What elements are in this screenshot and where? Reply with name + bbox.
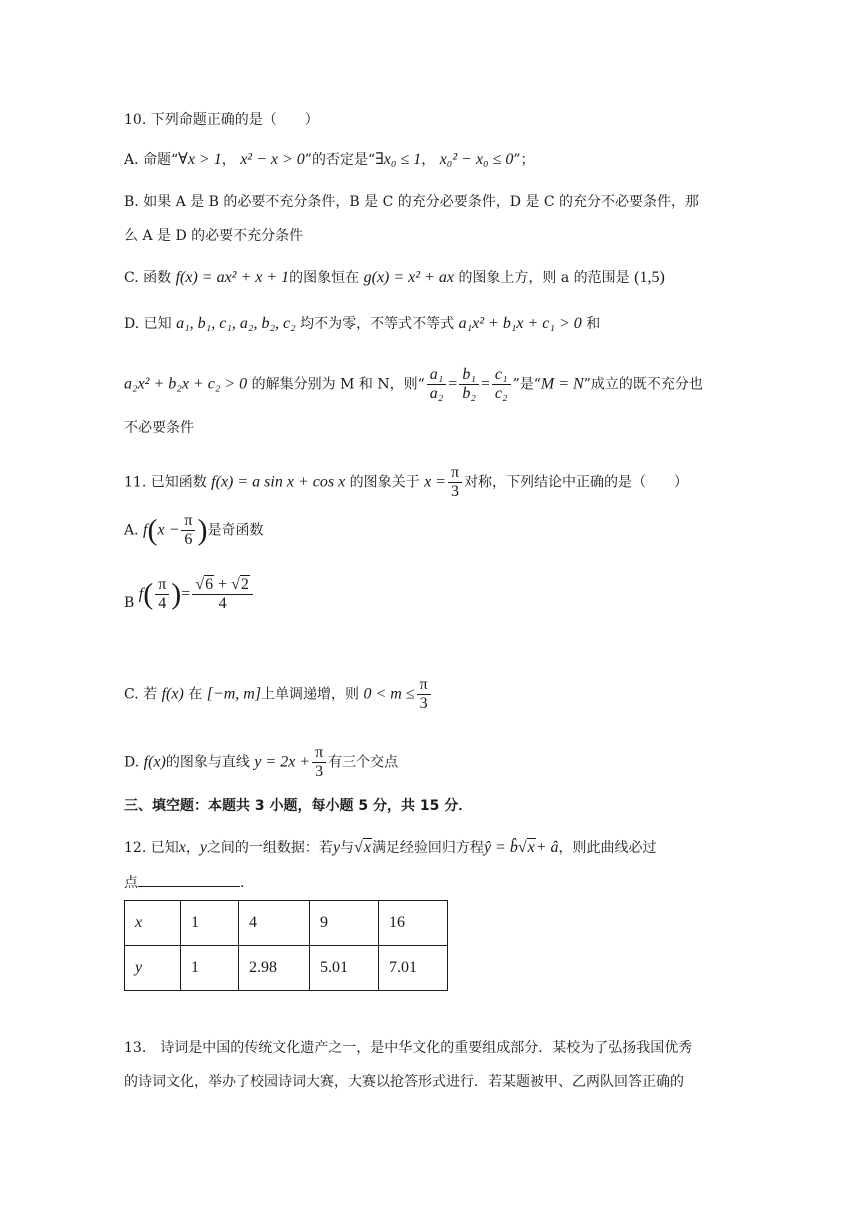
- q11-b-value: $\frac{√6 + √2}{4}$: [192, 576, 253, 613]
- q10-c-math1: f(x) = ax² + x + 1: [175, 269, 290, 286]
- q11-d-label: D.: [124, 754, 140, 771]
- q11-c-math2: [−m, m]: [206, 685, 262, 703]
- q10-c-math2: g(x) = x² + ax: [363, 269, 454, 286]
- q10-c-mid2: 的图象上方，则 a 的范围是: [458, 270, 630, 286]
- table-cell: 4: [239, 901, 310, 946]
- q12-answer-blank: [138, 872, 240, 887]
- q10-a-math1: ∀x > 1: [178, 151, 222, 168]
- q12-line2: [124, 872, 244, 893]
- q11-option-c: [124, 676, 433, 713]
- q11-c-frac: $\frac{\pi}{3}$: [417, 676, 431, 713]
- q10-d-mid2: 的解集分别为 M 和 N，则“: [251, 376, 425, 393]
- q10-d-math3: a₂x² + b₂x + c₂ > 0: [124, 375, 248, 393]
- q10-a-mid: ”的否定是“: [304, 152, 376, 168]
- q11-b-f: f: [138, 585, 144, 603]
- q10-d-math1: a₁, b₁, c₁, a₂, b₂, c₂: [176, 315, 296, 332]
- q10-option-b-line2: 么 A 是 D 的必要不充分条件: [124, 228, 304, 244]
- q11-stem-prefix: 11. 已知函数: [124, 474, 207, 491]
- q12-comma: ，: [185, 840, 200, 856]
- q11-d-mid: 的图象与直线: [165, 754, 250, 771]
- q12-mid: 之间的一组数据：若: [206, 840, 333, 856]
- q11-a-inner: x −: [157, 521, 180, 539]
- q11-a-frac: $\frac{\pi}{6}$: [181, 512, 195, 549]
- q11-c-prefix: C. 若: [124, 686, 158, 703]
- q10-d-end2: ”成立的既不充分也: [583, 376, 703, 393]
- q10-a-prefix: A. 命题“: [124, 152, 179, 168]
- q12-eq-y: ŷ = b̂: [483, 839, 518, 856]
- q13-line1: 13. 诗词是中国的传统文化遗产之一，是中华文化的重要组成部分．某校为了弘扬我国优秀: [124, 1040, 693, 1056]
- q10-d-mid3: ”是“: [512, 376, 541, 393]
- q11-a-label: A.: [124, 522, 139, 539]
- table-cell: 2.98: [239, 946, 310, 991]
- table-cell: y: [125, 946, 181, 991]
- q10-a-math2: x² − x > 0: [240, 151, 305, 168]
- q10-option-a: [124, 150, 535, 170]
- q10-option-d-line2: a₂x² + b₂x + c₂ > 0 的解集分别为 M 和 N，则“ $\frac{\text{a₁}}{\text{a₂}}$ = $\frac{\text{b₁}}{\text{b₂}}$ = $\frac{\text{c₁}}{\text{c₂}}$ ”是“M = N”成立的既不充分也: [124, 366, 703, 402]
- q12-period: .: [240, 875, 245, 891]
- q11-b-frac: $\frac{\pi}{4}$: [155, 576, 169, 613]
- q11-c-math1: f(x): [161, 685, 184, 703]
- q10-c-mid: 的图象恒在: [289, 270, 360, 286]
- q10-option-d-line1: [124, 314, 600, 334]
- q11-d-math1: f(x): [143, 753, 166, 771]
- q12-eq-sqrtx: x: [527, 839, 535, 856]
- q10-d-math2: a₁x² + b₁x + c₁ > 0: [458, 315, 582, 332]
- table-cell: 1: [181, 946, 239, 991]
- q11-a-f: f: [143, 521, 148, 539]
- q11-b-eq: =: [181, 585, 191, 603]
- q10-stem: 10. 下列命题正确的是（ ）: [124, 112, 319, 128]
- q11-c-mid: 在: [188, 686, 203, 703]
- q10-d-math4: M = N: [540, 375, 584, 393]
- q11-c-math3: 0 < m ≤: [363, 685, 415, 703]
- q11-d-end: 有三个交点: [328, 754, 399, 771]
- table-row: [125, 901, 448, 946]
- q10-a-comma: ，: [221, 152, 236, 168]
- q10-a-comma2: ，: [421, 152, 436, 168]
- q12-end: ，则此曲线必过: [558, 840, 657, 856]
- q11-stem-mid: 的图象关于: [349, 474, 420, 491]
- q12-y: y: [199, 839, 207, 856]
- q10-d-prefix: D. 已知: [124, 316, 172, 332]
- q12-stem: 12. 已知x，y之间的一组数据：若y与√x满足经验回归方程ŷ = b̂√x+ â，则此曲线必过: [124, 839, 657, 856]
- q11-option-d: [124, 744, 398, 781]
- q10-a-end: ”；: [513, 152, 535, 168]
- q11-stem: [124, 464, 688, 501]
- q10-c-prefix: C. 函数: [124, 270, 172, 286]
- q13-line2: 的诗词文化，举办了校园诗词大赛，大赛以抢答形式进行．若某题被甲、乙两队回答正确的: [124, 1074, 684, 1090]
- q11-stem-end: 对称，下列结论中正确的是（ ）: [464, 474, 689, 491]
- q12-x: x: [178, 839, 186, 856]
- q10-d-end: 和: [586, 316, 601, 332]
- q10-a-math3: ∃x₀ ≤ 1: [375, 151, 422, 168]
- q12-y2: y: [332, 839, 341, 856]
- q11-b-label: B: [124, 595, 135, 611]
- q11-option-b: B f( $\frac{\pi}{4}$ )= $\frac{√6 + √2}{4}$: [124, 576, 255, 613]
- table-cell: 1: [181, 901, 239, 946]
- q11-stem-frac: $\frac{\pi}{3}$: [448, 464, 462, 501]
- table-cell: 5.01: [310, 946, 379, 991]
- q12-mid2: 满足经验回归方程: [371, 840, 484, 856]
- table-cell: x: [125, 901, 181, 946]
- q11-a-text: 是奇函数: [207, 522, 264, 539]
- q10-option-c: [124, 268, 665, 288]
- table-cell: 9: [310, 901, 379, 946]
- q12-sqrtx: x: [363, 839, 371, 856]
- table-row: [125, 946, 448, 991]
- table-cell: 16: [379, 901, 448, 946]
- q10-a-math4: x₀² − x₀ ≤ 0: [439, 151, 514, 168]
- section-3-heading: 三、填空题：本题共 3 小题，每小题 5 分，共 15 分．: [124, 798, 473, 814]
- q12-prefix: 12. 已知: [124, 840, 179, 856]
- q11-c-mid2: 上单调递增，则: [261, 686, 360, 703]
- q12-data-table: [124, 900, 448, 991]
- q11-stem-math1: f(x) = a sin x + cos x: [211, 473, 346, 491]
- q10-option-b-line1: B. 如果 A 是 B 的必要不充分条件，B 是 C 的充分必要条件，D 是 C 的充分不必要条件，那: [124, 194, 700, 210]
- q10-d-frac-c: $\frac{\text{c₁}}{\text{c₂}}$: [492, 366, 511, 403]
- table-cell: 7.01: [379, 946, 448, 991]
- q12-eq-a: + â: [535, 839, 559, 856]
- q12-point-label: 点: [124, 875, 138, 891]
- q11-d-frac: $\frac{\pi}{3}$: [312, 744, 326, 781]
- q11-d-math2: y = 2x +: [254, 753, 311, 771]
- q10-c-math3: (1,5): [634, 269, 665, 286]
- q10-d-frac-b: $\frac{\text{b₁}}{\text{b₂}}$: [459, 366, 479, 403]
- q10-d-mid: 均不为零，不等式不等式: [300, 316, 455, 332]
- q11-option-a: A. f(x − $\frac{\pi}{6}$ )是奇函数: [124, 512, 264, 548]
- q12-with: 与: [340, 840, 355, 856]
- q10-d-frac-a: $\frac{\text{a₁}}{\text{a₂}}$: [427, 366, 447, 403]
- q11-stem-x: x =: [424, 473, 446, 491]
- q10-option-d-line3: 不必要条件: [124, 420, 194, 436]
